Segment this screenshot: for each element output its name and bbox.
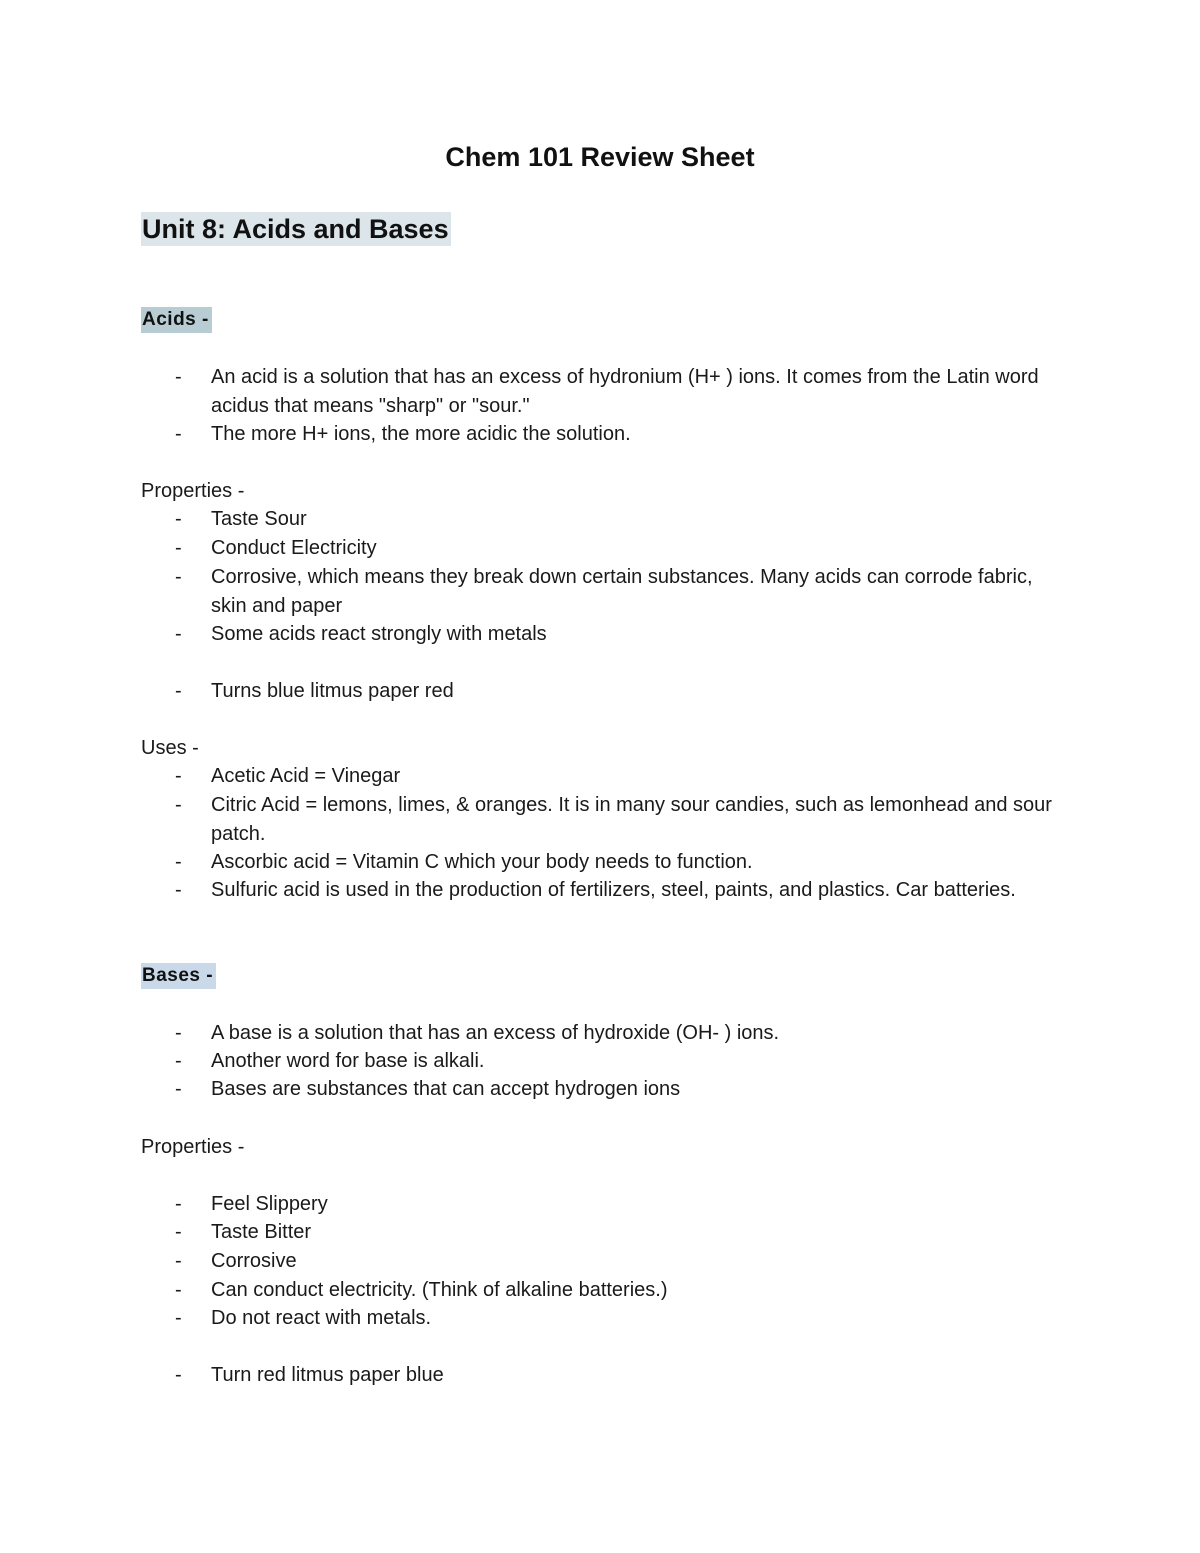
list-item <box>175 363 1055 420</box>
bullet-dash: - <box>175 1022 182 1044</box>
bullet-dash: - <box>175 1279 182 1301</box>
page-title: Chem 101 Review Sheet <box>445 142 755 172</box>
acid-definition: An acid is a solution that has an excess of hydronium (H+ ) ions. It comes from the Latin word acidus that means "sharp" or "sour." <box>211 366 1039 417</box>
bullet-dash: - <box>175 879 182 901</box>
acids-uses-label: Uses - <box>141 737 199 759</box>
bullet-dash: - <box>175 537 182 559</box>
acid-use: Acetic Acid = Vinegar <box>211 765 401 787</box>
acid-property: Turns blue litmus paper red <box>211 680 454 702</box>
bullet-dash: - <box>175 1050 182 1072</box>
list-item <box>175 1075 1055 1104</box>
acid-use: Ascorbic acid = Vitamin C which your body needs to function. <box>211 851 753 873</box>
list-item <box>175 677 1055 706</box>
acid-use: Sulfuric acid is used in the production of fertilizers, steel, paints, and plastics. Car batteries. <box>211 879 1016 901</box>
bullet-dash: - <box>175 423 182 445</box>
list-item <box>175 1361 1055 1390</box>
acid-property: Some acids react strongly with metals <box>211 623 547 645</box>
list-item <box>175 876 1055 905</box>
bullet-dash: - <box>175 566 182 588</box>
list-item <box>175 791 1055 848</box>
list-item <box>175 505 1055 534</box>
list-item <box>175 620 1055 649</box>
acids-properties-label: Properties - <box>141 480 245 502</box>
bases-properties-label: Properties - <box>141 1136 245 1158</box>
bullet-dash: - <box>175 1193 182 1215</box>
bullet-dash: - <box>175 1078 182 1100</box>
list-item <box>175 1190 1055 1219</box>
list-item <box>175 1304 1055 1333</box>
bullet-dash: - <box>175 680 182 702</box>
bullet-dash: - <box>175 366 182 388</box>
acid-use: Citric Acid = lemons, limes, & oranges. It is in many sour candies, such as lemonhead and sour patch. <box>211 794 1052 845</box>
acid-property: Conduct Electricity <box>211 537 377 559</box>
acids-heading: Acids - <box>141 307 212 333</box>
base-property: Turn red litmus paper blue <box>211 1364 444 1386</box>
acid-property: Corrosive, which means they break down certain substances. Many acids can corrode fabric, skin and paper <box>211 566 1033 617</box>
list-item <box>175 1019 1055 1048</box>
list-item <box>175 420 1055 449</box>
base-intro-item: Bases are substances that can accept hydrogen ions <box>211 1078 681 1100</box>
list-item <box>175 534 1055 563</box>
bullet-dash: - <box>175 794 182 816</box>
list-item <box>175 563 1055 620</box>
list-item <box>175 762 1055 791</box>
list-item <box>175 1047 1055 1076</box>
bullet-dash: - <box>175 851 182 873</box>
base-intro-item: Another word for base is alkali. <box>211 1050 485 1072</box>
base-property: Feel Slippery <box>211 1193 328 1215</box>
bullet-dash: - <box>175 1250 182 1272</box>
bullet-dash: - <box>175 508 182 530</box>
acid-intro-item: The more H+ ions, the more acidic the solution. <box>211 423 631 445</box>
base-property: Can conduct electricity. (Think of alkaline batteries.) <box>211 1279 668 1301</box>
bullet-dash: - <box>175 1221 182 1243</box>
base-property: Do not react with metals. <box>211 1307 432 1329</box>
unit-heading: Unit 8: Acids and Bases <box>142 214 449 244</box>
list-item <box>175 848 1055 877</box>
base-definition: A base is a solution that has an excess of hydroxide (OH- ) ions. <box>211 1022 780 1044</box>
list-item <box>175 1218 1055 1247</box>
base-property: Taste Bitter <box>211 1221 312 1243</box>
list-item <box>175 1276 1055 1305</box>
bullet-dash: - <box>175 1307 182 1329</box>
bullet-dash: - <box>175 765 182 787</box>
base-property: Corrosive <box>211 1250 297 1272</box>
list-item <box>175 1247 1055 1276</box>
bullet-dash: - <box>175 623 182 645</box>
acid-property: Taste Sour <box>211 508 307 530</box>
bases-heading: Bases - <box>141 963 216 989</box>
bullet-dash: - <box>175 1364 182 1386</box>
